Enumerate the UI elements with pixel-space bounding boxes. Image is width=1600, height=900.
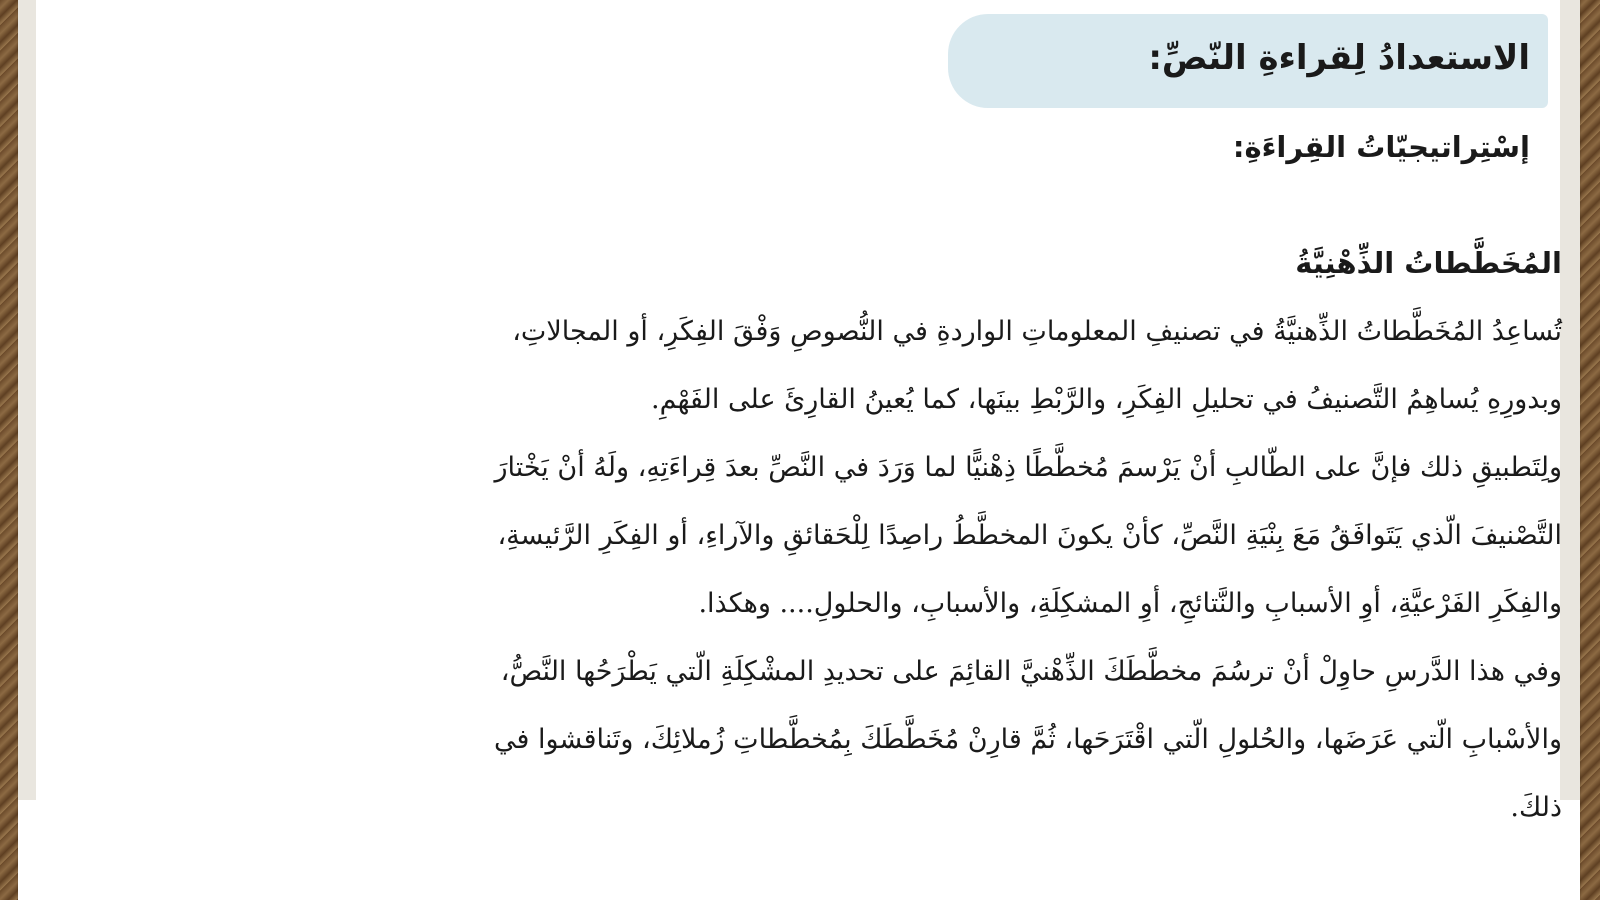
textbook-page — [18, 0, 1580, 900]
text-line: ولِتَطبيقِ ذلك فإنَّ على الطّالبِ أنْ يَرْسمَ مُخطَّطًا ذِهْنيًّا لما وَرَدَ في النَّصِّ بعدَ قِراءَتِهِ، ولَهُ أنْ يَخْتارَ — [494, 452, 1562, 483]
text-line: وبدورِهِ يُساهِمُ التَّصنيفُ في تحليلِ الفِكَرِ، والرَّبْطِ بينَها، كما يُعينُ القارِئَ على الفَهْمِ. — [651, 384, 1562, 415]
page-edge-right — [1560, 0, 1580, 800]
text-line: تُساعِدُ المُخَطَّطاتُ الذِّهنيَّةُ في تصنيفِ المعلوماتِ الواردةِ في النُّصوصِ وَفْقَ الفِكَرِ، أو المجالاتِ، — [512, 316, 1562, 347]
text-line: والأسْبابِ الّتي عَرَضَها، والحُلولِ الّتي اقْتَرَحَها، ثُمَّ قارِنْ مُخَطَّطَكَ بِمُخطَّطاتِ زُملائِكَ، وتَناقشوا في — [494, 724, 1562, 755]
page-title: الاستعدادُ لِقراءةِ النّصِّ: — [1148, 38, 1530, 78]
text-line: ذلكَ. — [1510, 792, 1562, 823]
page-edge-left — [18, 0, 36, 800]
body-text — [142, 298, 1562, 842]
section-subtitle: إسْتِراتيجيّاتُ القِراءَةِ: — [1232, 130, 1530, 164]
text-line: التَّصْنيفَ الّذي يَتَوافَقُ مَعَ بِنْيَةِ النَّصِّ، كأنْ يكونَ المخطَّطُ راصِدًا لِلْحَقائقِ والآراءِ، أو الفِكَرِ الرَّئيسةِ، — [497, 520, 1562, 551]
section-heading: المُخَطَّطاتُ الذِّهْنِيَّةُ — [1295, 246, 1562, 280]
text-line: والفِكَرِ الفَرْعيَّةِ، أوِ الأسبابِ والنَّتائجِ، أوِ المشكِلَةِ، والأسبابِ، والحلولِ.... وهكذا. — [698, 588, 1562, 619]
text-line: وفي هذا الدَّرسِ حاوِلْ أنْ ترسُمَ مخطَّطَكَ الذِّهْنيَّ القائِمَ على تحديدِ المشْكِلَةِ الّتي يَطْرَحُها النَّصُّ، — [500, 656, 1562, 687]
